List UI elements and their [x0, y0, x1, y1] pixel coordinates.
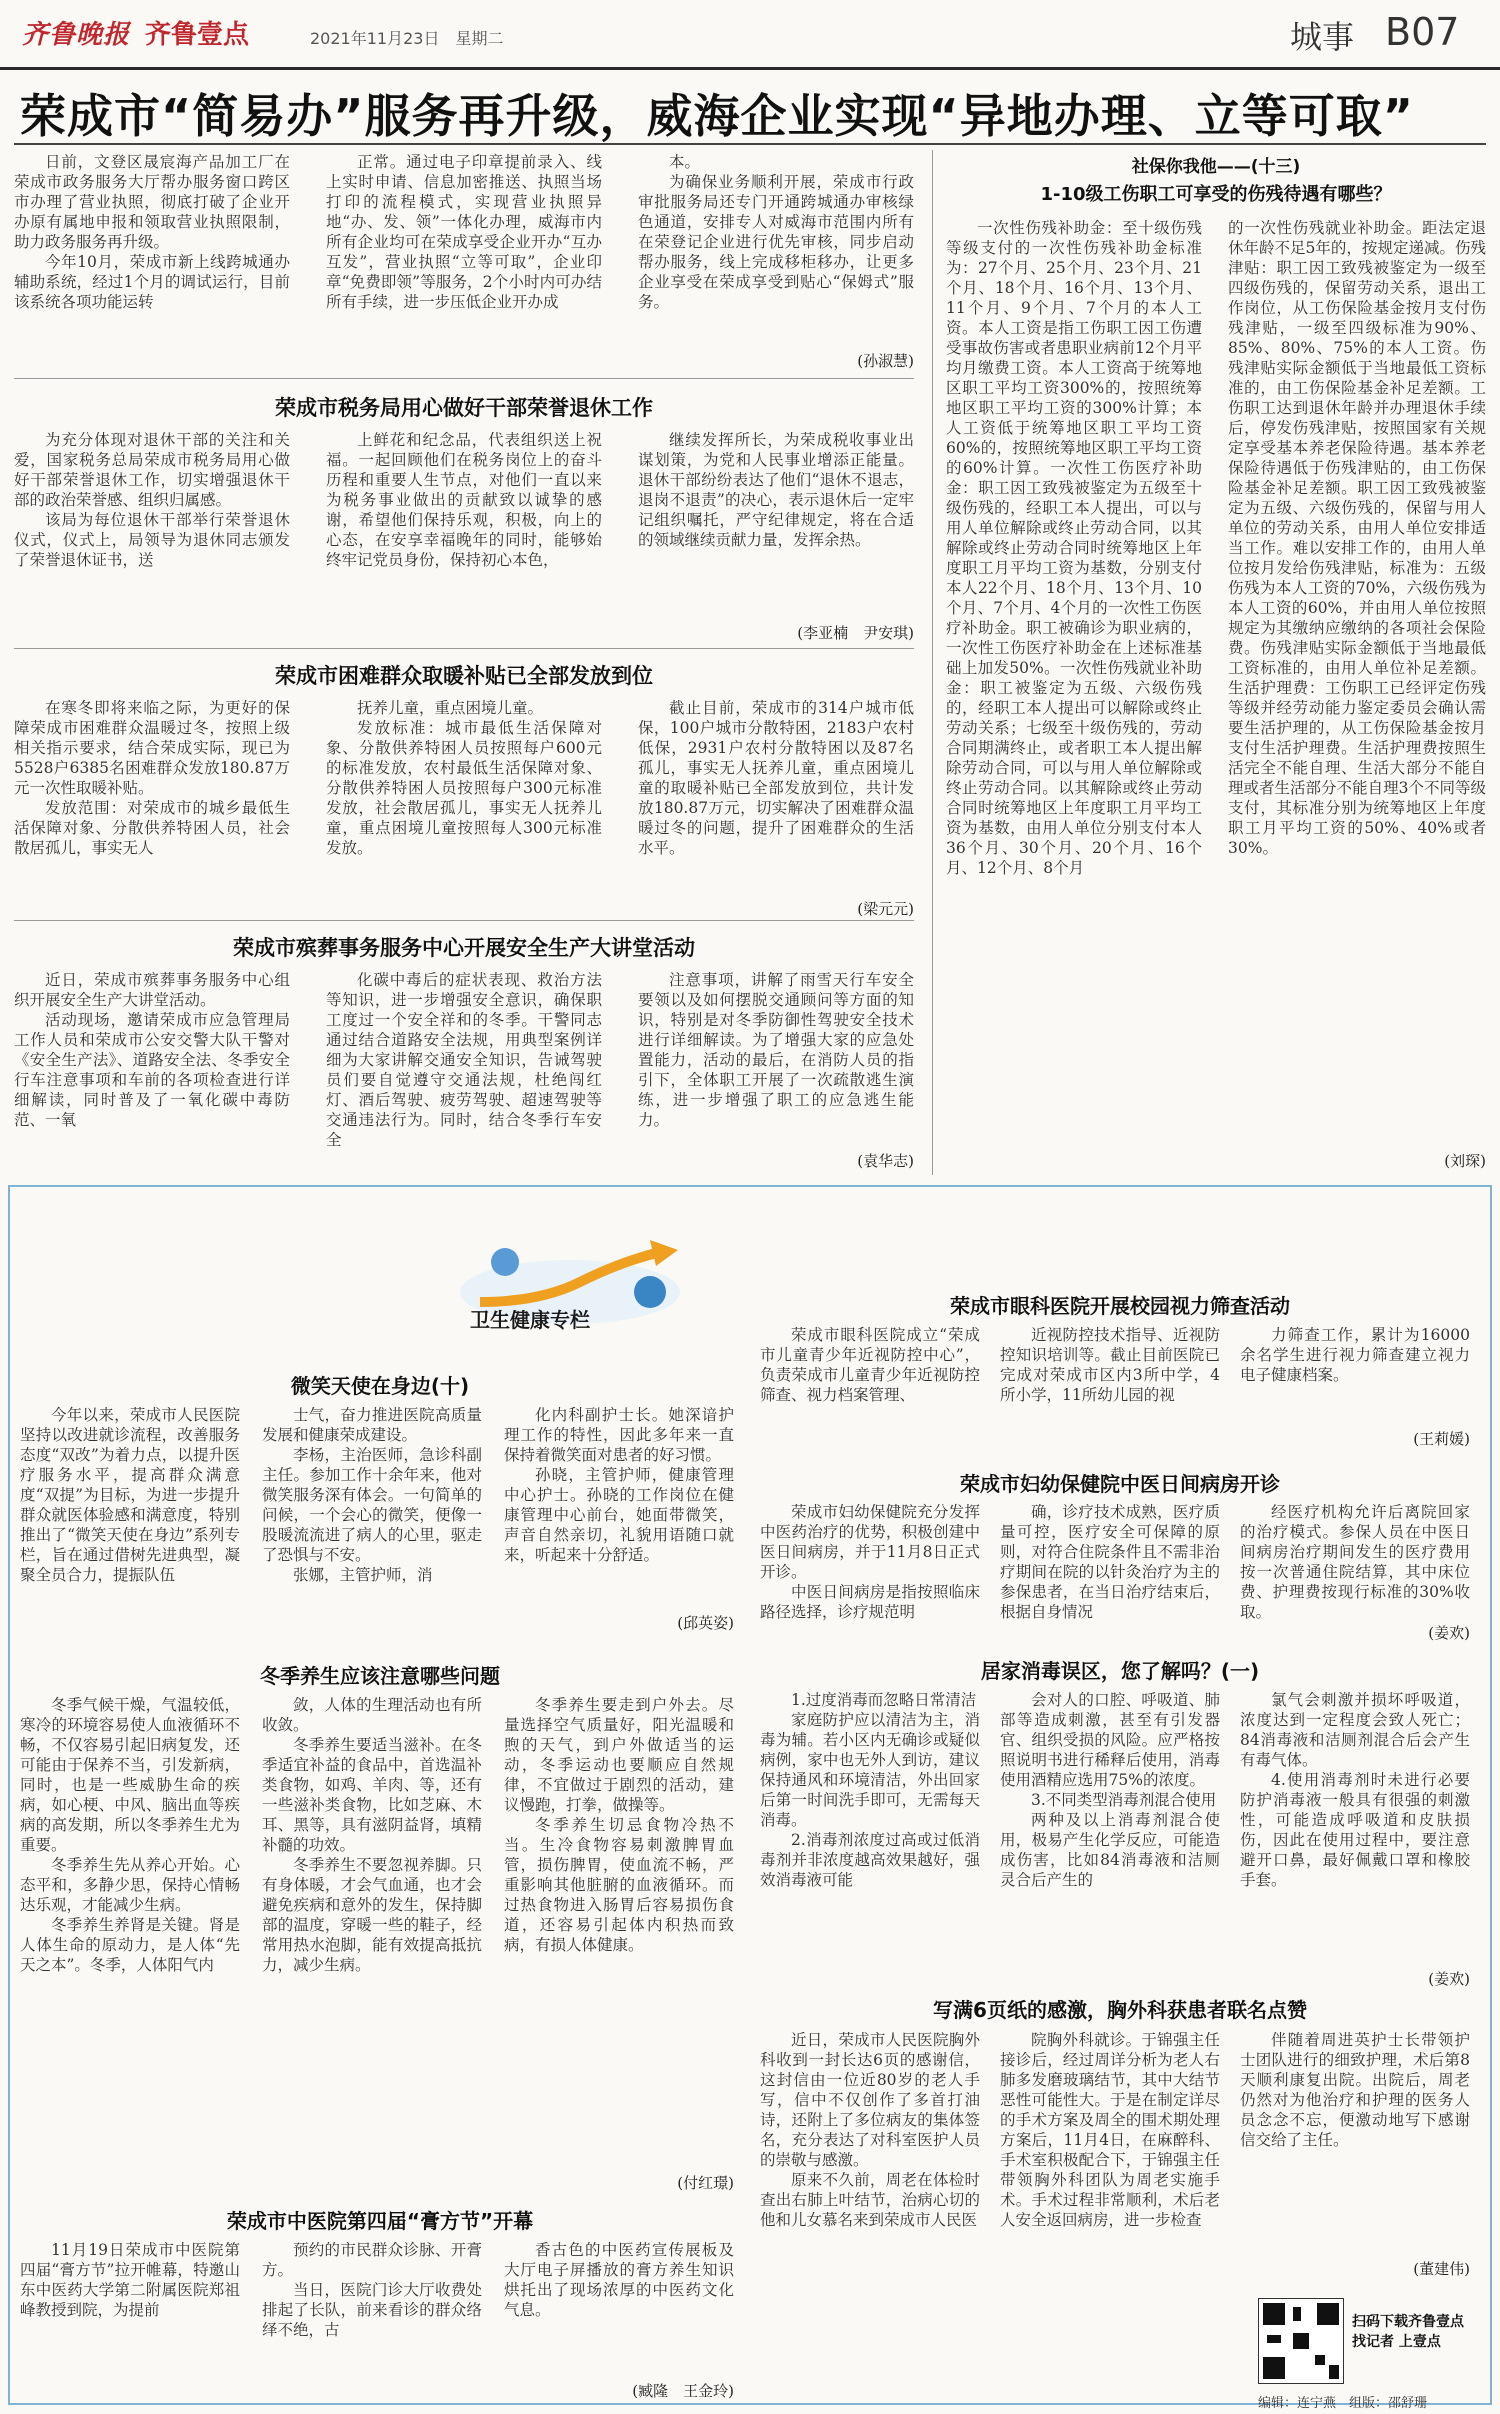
- story-title: 荣成市困难群众取暖补贴已全部发放到位: [275, 664, 653, 688]
- story2-col-1: [14, 430, 290, 640]
- paragraph: 在寒冬即将来临之际，为更好的保障荣成市困难群众温暖过冬，按照上级相关指示要求，结合荣成实际，现已为5528户6385名困难群众发放180.87万元一次性取暖补贴。: [14, 699, 290, 797]
- column-col-2: [1228, 218, 1486, 1143]
- paragraph: 冬季养生先从养心开始。心态平和，多静少思，保持心情畅达乐观，才能减少生病。: [20, 1856, 240, 1914]
- paragraph: 荣成市妇幼保健院充分发挥中医药治疗的优势，积极创建中医日间病房，并于11月8日正式开诊。: [760, 1503, 980, 1581]
- weekday: 星期二: [455, 29, 504, 48]
- lead-col-3: [638, 152, 914, 342]
- lead-col-1: [14, 152, 290, 370]
- column-title: 1-10级工伤职工可享受的伤残待遇有哪些？: [1040, 184, 1392, 205]
- health-s6-byline: (董建伟): [1413, 2260, 1470, 2278]
- paragraph: 抚养儿童，重点困境儿童。: [357, 699, 544, 717]
- dateline: [310, 26, 503, 49]
- page-headline: 荣成市“简易办”服务再升级，威海企业实现“异地办理、立等可取”: [20, 89, 1414, 143]
- paragraph: 氯气会刺激并损坏呼吸道，浓度达到一定程度会致人死亡；84消毒液和洁厕剂混合后会产生有毒气体。: [1240, 1691, 1470, 1769]
- story3-byline: (梁元元): [857, 900, 914, 918]
- qr-line-1: 扫码下载齐鲁壹点: [1352, 2314, 1464, 2330]
- page-number: B07: [1385, 10, 1460, 54]
- health-s7-col-1: [20, 2240, 240, 2400]
- paragraph: 冬季养生要适当滋补。在冬季适宜补益的食品中，首选温补类食物，如鸡、羊肉、等，还有一些滋补类食物，比如芝麻、木耳、黑等，具有滋阴益肾，填精补髓的功效。: [262, 1736, 482, 1854]
- qr-caption: [1352, 2312, 1464, 2352]
- story4-col-3: [638, 970, 914, 1150]
- story4-col-1: [14, 970, 290, 1170]
- paragraph: 力筛查工作，累计为16000余名学生进行视力筛查建立视力电子健康档案。: [1240, 1326, 1470, 1384]
- health-s2-col-3: [1240, 1502, 1470, 1622]
- qr-line-2: 找记者 上壹点: [1352, 2334, 1441, 2350]
- qr-code[interactable]: [1258, 2298, 1344, 2384]
- paragraph: 冬季养生养肾是关键。肾是人体生命的原动力，是人体“先天之本”。冬季，人体阳气内: [20, 1916, 240, 1974]
- paragraph: 家庭防护应以清洁为主，消毒为辅。若小区内无确诊或疑似病例，家中也无外人到访，建议保持通风和环境清洁，外出回家后第一时间洗手即可，无需每天消毒。: [760, 1711, 980, 1829]
- paragraph: 11月19日荣成市中医院第四届“膏方节”拉开帷幕，特邀山东中医药大学第二附属医院郑祖峰教授到院，为提前: [20, 2241, 240, 2319]
- paragraph: 近视防控技术指导、近视防控知识培训等。截止目前医院已完成对荣成市区内3所中学，4所小学，11所幼儿园的视: [1000, 1326, 1220, 1404]
- paragraph: 预约的市民群众诊脉、开膏方。: [262, 2241, 482, 2279]
- paragraph: 原来不久前，周老在体检时查出右肺上叶结节，治病心切的他和儿女慕名来到荣成市人民医: [760, 2171, 980, 2229]
- paragraph: 敛，人体的生理活动也有所收敛。: [262, 1696, 482, 1734]
- health-s4-col-3: [504, 1695, 734, 2165]
- health-s2-col-2: [1000, 1502, 1220, 1640]
- story3-col-1: [14, 698, 290, 910]
- health-s6-col-3: [1240, 2030, 1470, 2255]
- story-title: 荣成市妇幼保健院中医日间病房开诊: [960, 1472, 1280, 1496]
- paragraph: 4.使用消毒剂时未进行必要防护消毒液一般具有很强的刺激性，可能造成呼吸道和皮肤损伤，因此在使用过程中，要注意避开口鼻，最好佩戴口罩和橡胶手套。: [1240, 1771, 1470, 1889]
- paragraph: 为充分体现对退休干部的关注和关爱，国家税务总局荣成市税务局用心做好干部荣誉退休工作，切实增强退休干部的政治荣誉感、组织归属感。: [14, 431, 290, 509]
- paragraph: 孙晓，主管护师，健康管理中心护士。孙晓的工作岗位在健康管理中心前台，她面带微笑，声音自然亲切，礼貌用语随口就来，听起来十分舒适。: [504, 1466, 734, 1564]
- paragraph: 近日，荣成市殡葬事务服务中心组织开展安全生产大讲堂活动。: [14, 971, 290, 1009]
- paragraph: 一次性伤残补助金：至十级伤残等级支付的一次性伤残补助金标准为：27个月、25个月、23个月、21个月、18个月、16个月、13个月、11个月、9个月、7个月的本人工资。本人工资是指工伤职工因工伤遭受事故伤害或者患职业病前12个月平均月缴费工资。本人工资高于统筹地区职工平均工资300%的，按照统筹地区职工平均工资的300%计算；本人工资低于统筹地区职工平均工资60%的，按照统筹地区职工平均工资的60%计算。一次性工伤医疗补助金：职工因工致残被鉴定为五级至十级伤残的，经职工本人提出，可以与用人单位解除或终止劳动合同，以其解除或终止劳动合同时统筹地区上年度职工月平均工资为基数，分别支付本人22个月、18个月、13个月、10个月、7个月、4个月的一次性工伤医疗补助金。职工被确诊为职业病的，一次性工伤医疗补助金在上述标准基础上加发50%。一次性伤残就业补助金：职工被鉴定为五级、六级伤残的，经职工本人提出可以解除或终止劳动关系；七级至十级伤残的，劳动合同期满终止，或者职工本人提出解除劳动合同，可以与用人单位解除或终止劳动合同。以其解除或终止劳动合同时统筹地区上年度职工月平均工资为基数，由用人单位分别支付本人36个月、30个月、20个月、16个月、12个月、8个月: [946, 219, 1202, 877]
- story4-col-2: [326, 970, 602, 1170]
- story-title: 荣成市中医院第四届“膏方节”开幕: [226, 2209, 534, 2233]
- story2-col-2: [326, 430, 602, 640]
- paragraph: 会对人的口腔、呼吸道、肺部等造成刺激，甚至有引发器官、组织受损的风险。应严格按照说明书进行稀释后使用，消毒使用酒精应选用75%的浓度。: [1000, 1691, 1220, 1789]
- paragraph: 香古色的中医药宣传展板及大厅电子屏播放的膏方养生知识烘托出了现场浓厚的中医药文化气息。: [504, 2241, 734, 2319]
- paragraph: 的一次性伤残就业补助金。距法定退休年龄不足5年的，按规定递减。伤残津贴：职工因工致残被鉴定为一级至四级伤残的，保留劳动关系，退出工作岗位，从工伤保险基金按月支付伤残津贴，一级至四级标准为90%、85%、80%、75%的本人工资。伤残津贴实际金额低于当地最低工资标准的，由工伤保险基金补足差额。工伤职工达到退休年龄并办理退休手续后，停发伤残津贴，按照国家有关规定享受基本养老保险待遇。基本养老保险待遇低于伤残津贴的，由工伤保险基金补足差额。职工因工致残被鉴定为五级、六级伤残的，保留与用人单位的劳动关系，由用人单位安排适当工作。难以安排工作的，由用人单位按月发给伤残津贴，标准为：五级伤残为本人工资的70%，六级伤残为本人工资的60%，并由用人单位按照规定为其缴纳应缴纳的各项社会保险费。伤残津贴实际金额低于当地最低工资标准的，由用人单位补足差额。生活护理费：工伤职工已经评定伤残等级并经劳动能力鉴定委员会确认需要生活护理的，从工伤保险基金按月支付生活护理费。生活护理费按照生活完全不能自理、生活大部分不能自理或者生活部分不能自理3个不同等级支付，其标准分别为统筹地区上年度职工月平均工资的50%、40%或者30%。: [1228, 219, 1486, 857]
- divider: [14, 920, 914, 921]
- health-s5-col-1: [760, 1690, 980, 1990]
- paragraph: 发放范围：对荣成市的城乡最低生活保障对象、分散供养特困人员，社会散居孤儿，事实无人: [14, 799, 290, 857]
- health-banner-label: 卫生健康专栏: [470, 1308, 590, 1332]
- divider: [14, 143, 1486, 145]
- paragraph: 3.不同类型消毒剂混合使用: [1031, 1791, 1217, 1809]
- section-name: 城事: [1290, 18, 1355, 56]
- story4-byline: (袁华志): [857, 1152, 914, 1170]
- health-s4-col-2: [262, 1695, 482, 2195]
- paragraph: 活动现场，邀请荣成市应急管理局工作人员和荣成市公安交警大队干警对《安全生产法》、道路安全法、冬季安全行车注意事项和车前的各项检查进行详细解读，同时普及了一氧化碳中毒防范、一氧: [14, 1011, 290, 1129]
- paragraph: 士气，奋力推进医院高质量发展和健康荣成建设。: [262, 1406, 482, 1444]
- health-s5-byline: (姜欢): [1428, 1970, 1470, 1988]
- paragraph: 截止目前，荣成市的314户城市低保，100户城市分散特困，2183户农村低保，2931户农村分散特困以及87名孤儿，事实无人抚养儿童，重点困境儿童的取暖补贴已全部发放到位，共计发放180.87万元，切实解决了困难群众温暖过冬的问题，提升了困难群众的生活水平。: [638, 699, 914, 857]
- column-kicker: 社保你我他——(十三): [1131, 157, 1301, 177]
- paragraph: 近日，荣成市人民医院胸外科收到一封长达6页的感谢信，这封信由一位近80岁的老人手写，信中不仅创作了多首打油诗，还附上了多位病友的集体签名，充分表达了对科室医护人员的崇敬与感激。: [760, 2031, 980, 2169]
- newspaper-logo: 齐鲁晚报: [22, 20, 131, 50]
- health-s5-col-3: [1240, 1690, 1470, 1970]
- paragraph: 日前，文登区晟宸海产品加工厂在荣成市政务服务大厅帮办服务窗口跨区市办理了营业执照，彻底打破了企业开办原有属地申报和领取营业执照限制，助力政务服务再升级。: [14, 153, 290, 251]
- health-s2-byline: (姜欢): [1428, 1624, 1470, 1642]
- health-s7-byline: (臧隆 王金玲): [632, 2382, 734, 2400]
- story-title: 写满6页纸的感激，胸外科获患者联名点赞: [933, 1998, 1307, 2022]
- paragraph: 冬季养生不要忽视养脚。只有身体暖，才会气血通，也才会避免疾病和意外的发生，保持脚部的温度，穿暖一些的鞋子，经常用热水泡脚，能有效提高抵抗力，减少生病。: [262, 1856, 482, 1974]
- column-byline: (刘琛): [1444, 1152, 1486, 1170]
- health-s1-col-3: [1240, 1325, 1470, 1425]
- paragraph: 中医日间病房是指按照临床路径选择，诊疗规范明: [760, 1583, 980, 1621]
- health-s1-byline: (王莉媛): [1413, 1430, 1470, 1448]
- story-title: 荣成市眼科医院开展校园视力筛查活动: [950, 1294, 1290, 1318]
- story2-byline: (李亚楠 尹安琪): [797, 624, 914, 642]
- paragraph: 张娜，主管护师，消: [293, 1566, 433, 1584]
- paragraph: 1.过度消毒而忽略日常清洁: [791, 1691, 977, 1709]
- health-s3-col-1: [20, 1405, 240, 1630]
- paragraph: 今年10月，荣成市新上线跨城通办辅助系统，经过1个月的调试运行，目前该系统各项功能运转: [14, 253, 290, 311]
- paragraph: 今年以来，荣成市人民医院坚持以改进就诊流程，改善服务态度“双改”为着力点，以提升医疗服务水平，提高群众满意度“双提”为目标，为进一步提升群众就医体验感和满意度，特别推出了“微笑天使在身边”系列专栏，旨在通过借树先进典型，凝聚全员合力，提振队伍: [20, 1406, 240, 1584]
- health-s6-col-2: [1000, 2030, 1220, 2275]
- health-s3-col-2: [262, 1405, 482, 1630]
- health-s5-col-2: [1000, 1690, 1220, 1990]
- divider: [14, 378, 914, 379]
- paragraph: 化内科副护士长。她深谙护理工作的特性，因此多年来一直保持着微笑面对患者的好习惯。: [504, 1406, 734, 1464]
- divider: [14, 648, 914, 649]
- story-title: 微笑天使在身边(十): [290, 1374, 470, 1398]
- paragraph: 该局为每位退休干部举行荣誉退休仪式，仪式上，局领导为退休同志颁发了荣誉退休证书，送: [14, 511, 290, 569]
- paragraph: 上鲜花和纪念品，代表组织送上祝福。一起回顾他们在税务岗位上的奋斗历程和重要人生节点，对他们一直以来为税务事业做出的贡献致以诚挚的感谢，希望他们保持乐观，积极，向上的心态，在安享幸福晚年的同时，能够始终牢记党员身份，保持初心本色，: [326, 431, 602, 569]
- paragraph: 两种及以上消毒剂混合使用，极易产生化学反应，可能造成伤害，比如84消毒液和洁厕灵合后产生的: [1000, 1811, 1220, 1889]
- health-s1-col-2: [1000, 1325, 1220, 1445]
- paragraph: 荣成市眼科医院成立“荣成市儿童青少年近视防控中心”，负责荣成市儿童青少年近视防控筛查、视力档案管理、: [760, 1326, 980, 1404]
- date: 2021年11月23日: [310, 29, 440, 48]
- story3-col-3: [638, 698, 914, 898]
- health-s7-col-2: [262, 2240, 482, 2400]
- paragraph: 院胸外科就诊。于锦强主任接诊后，经过周详分析为老人右肺多发磨玻璃结节，其中大结节恶性可能性大。于是在制定详尽的手术方案及周全的围术期处理方案后，11月4日，在麻醉科、手术室积极配合下，于锦强主任带领胸外科团队为周老实施手术。手术过程非常顺利，术后老人安全返回病房，进一步检查: [1000, 2031, 1220, 2229]
- paragraph: 冬季养生要走到户外去。尽量选择空气质量好，阳光温暖和煦的天气，到户外做适当的运动，冬季运动也要顺应自然规律，不宜做过于剧烈的活动，建议慢跑，打拳，做操等。: [504, 1696, 734, 1814]
- story2-col-3: [638, 430, 914, 620]
- story-title: 冬季养生应该注意哪些问题: [260, 1664, 500, 1688]
- paragraph: 继续发挥所长，为荣成税收事业出谋划策，为党和人民事业增添正能量。退休干部纷纷表达了他们“退休不退志，退岗不退责”的决心，表示退休后一定牢记组织嘱托，严守纪律规定，将在合适的领域继续贡献力量，发挥余热。: [638, 431, 914, 549]
- health-s6-col-1: [760, 2030, 980, 2275]
- paragraph: 化碳中毒后的症状表现、救治方法等知识，进一步增强安全意识，确保职工度过一个安全祥和的冬季。干警同志通过结合道路安全法规，用典型案例详细为大家讲解交通安全知识，告诫驾驶员们要自觉遵守交通法规，杜绝闯红灯、酒后驾驶、疲劳驾驶、超速驾驶等交通违法行为。同时，结合冬季行车安全: [326, 971, 602, 1149]
- health-s4-col-1: [20, 1695, 240, 2195]
- paragraph: 注意事项，讲解了雨雪天行车安全要领以及如何摆脱交通顾问等方面的知识，特别是对冬季防御性驾驶安全技术进行详细解读。为了增强大家的应急处置能力，活动的最后，在消防人员的指引下，全体职工开展了一次疏散逃生演练，进一步增强了职工的应急逃生能力。: [638, 971, 914, 1129]
- lead-col-2: [326, 152, 602, 370]
- paragraph: 冬季养生切忌食物冷热不当。生冷食物容易刺激脾胃血管，损伤脾胃，使血流不畅，严重影响其他脏腑的血液循环。而过热食物进入肠胃后容易损伤食道，还容易引起体内积热而致病，有损人体健康。: [504, 1816, 734, 1954]
- paragraph: 发放标准：城市最低生活保障对象、分散供养特困人员按照每户600元的标准发放，农村最低生活保障对象、分散供养特困人员按照每户300元标准发放，社会散居孤儿，事实无人抚养儿童，重点困境儿童按照每人300元标准发放。: [326, 719, 602, 857]
- health-s2-col-1: [760, 1502, 980, 1640]
- paragraph: 伴随着周进英护士长带领护士团队进行的细致护理，术后第8天顺利康复出院。出院后，周老仍然对为他治疗和护理的医务人员念念不忘，便激动地写下感谢信交给了主任。: [1240, 2031, 1470, 2149]
- paragraph: 李杨，主治医师，急诊科副主任。参加工作十余年来，他对微笑服务深有体会。一句简单的问候，一个会心的微笑，便像一股暖流流进了病人的心里，驱走了恐惧与不安。: [262, 1446, 482, 1564]
- health-s1-col-1: [760, 1325, 980, 1445]
- lead-byline: (孙淑慧): [857, 352, 914, 370]
- paragraph: 经医疗机构允许后离院回家的治疗模式。参保人员在中医日间病房治疗期间发生的医疗费用按一次普通住院结算，其中床位费、护理费按现行标准的30%收取。: [1240, 1503, 1470, 1621]
- story-title: 居家消毒误区，您了解吗？(一): [980, 1659, 1260, 1683]
- paragraph: 冬季气候干燥，气温较低，寒冷的环境容易使人血液循环不畅，不仅容易引起旧病复发，还可能由于保养不当，引发新病，同时，也是一些威胁生命的疾病，如心梗、中风、脑出血等疾病的高发期，所以冬季养生尤为重要。: [20, 1696, 240, 1854]
- paragraph: 为确保业务顺利开展，荣成市行政审批服务局还专门开通跨城通办审核绿色通道，安排专人对威海市范围内所有在荣登记企业进行优先审核，同步启动帮办服务，线上完成移柜移办，让更多企业享受在荣成享受到贴心“保姆式”服务。: [638, 173, 914, 311]
- paragraph: 本。: [669, 153, 701, 171]
- editor-credit: 编辑：连宁燕 组版：邵舒珊: [1258, 2396, 1428, 2411]
- story3-col-2: [326, 698, 602, 910]
- paragraph: 确，诊疗技术成熟，医疗质量可控，医疗安全可保障的原则，对符合住院条件且不需非治疗期间在院的以针灸治疗为主的参保患者，在当日治疗结束后，根据自身情况: [1000, 1503, 1220, 1621]
- health-s7-col-3: [504, 2240, 734, 2380]
- app-logo: 齐鲁壹点: [145, 20, 250, 50]
- story-title: 荣成市税务局用心做好干部荣誉退休工作: [275, 396, 653, 420]
- health-s3-col-3: [504, 1405, 734, 1605]
- column-col-1: [946, 218, 1202, 1168]
- paragraph: 当日，医院门诊大厅收费处排起了长队，前来看诊的群众络绎不绝，古: [262, 2281, 482, 2339]
- divider: [932, 150, 933, 1175]
- health-banner: [450, 1222, 690, 1332]
- paragraph: 2.消毒剂浓度过高或过低消毒剂并非浓度越高效果越好，强效消毒液可能: [760, 1831, 980, 1889]
- health-s3-byline: (邱英姿): [677, 1614, 734, 1632]
- story-title: 荣成市殡葬事务服务中心开展安全生产大讲堂活动: [233, 936, 695, 960]
- paragraph: 正常。通过电子印章提前录入、线上实时申请、信息加密推送、执照当场打印的流程模式，实现营业执照异地“办、发、领”一体化办理，威海市内所有企业均可在荣成享受企业开办“互办互发”，营业执照“立等可取”，企业印章“免费即领”等服务，2个小时内可办结所有手续，进一步压低企业开办成: [326, 153, 602, 311]
- health-s4-byline: (付红璟): [677, 2174, 734, 2192]
